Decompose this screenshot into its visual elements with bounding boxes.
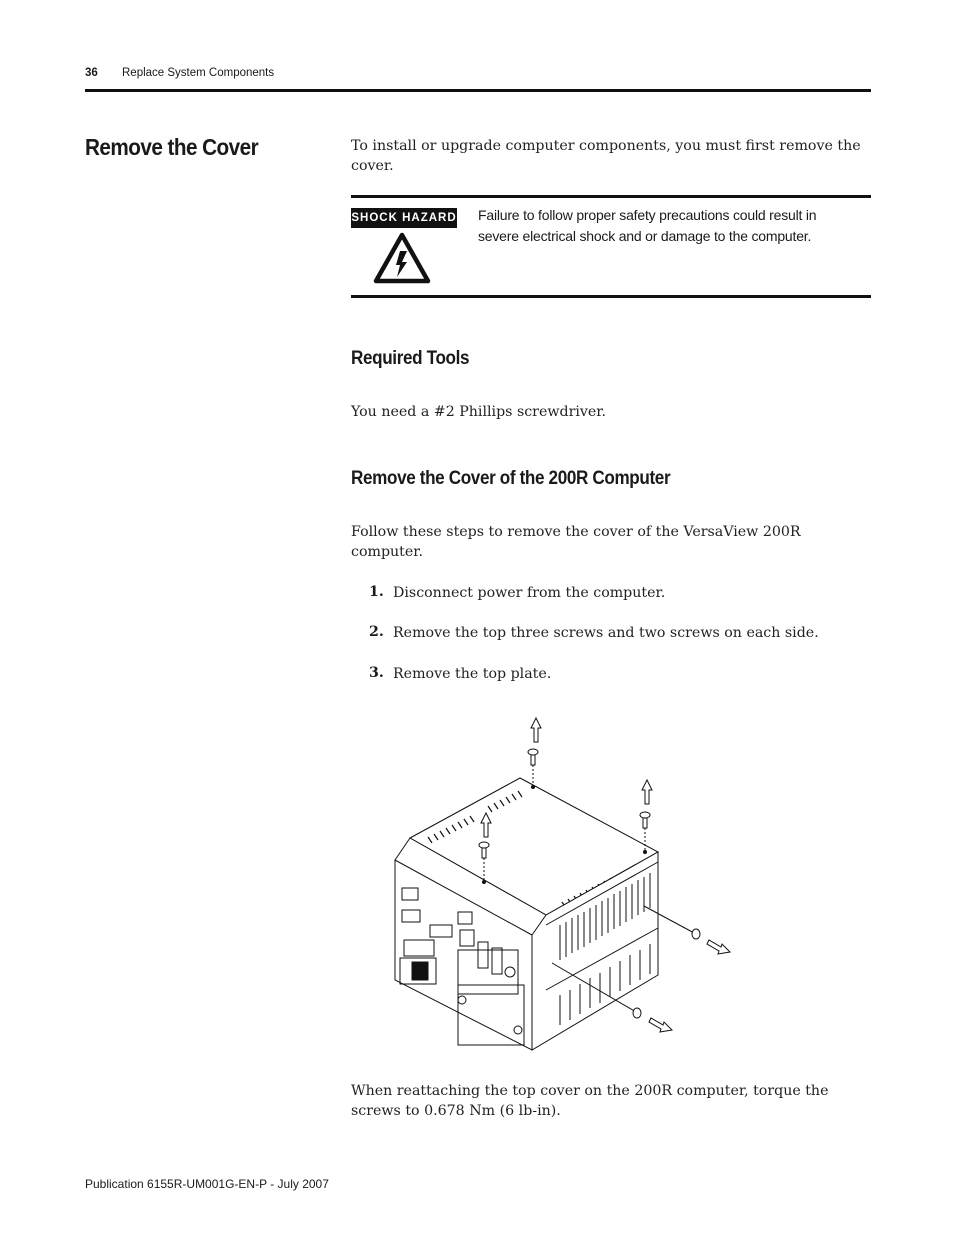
step-text: Remove the top three screws and two screws on each side. xyxy=(393,625,819,641)
step-item xyxy=(369,583,384,601)
required-tools-heading: Required Tools xyxy=(351,348,470,369)
required-tools-text: You need a #2 Phillips screwdriver. xyxy=(351,404,607,420)
step-number: 3. xyxy=(369,665,384,681)
page-number: 36 xyxy=(85,67,98,79)
warning-text: Failure to follow proper safety precautions could result in severe electrical shock and or damage to the computer. xyxy=(478,207,817,244)
step-number: 2. xyxy=(369,624,384,640)
intro-paragraph: To install or upgrade computer components, you must first remove the cover. xyxy=(351,138,861,174)
warning-top-rule xyxy=(351,195,871,198)
torque-note-paragraph: When reattaching the top cover on the 200R computer, torque the screws to 0.678 Nm (6 lb-in). xyxy=(351,1083,829,1119)
shock-hazard-label: SHOCK HAZARD xyxy=(351,208,457,228)
step-text: Remove the top plate. xyxy=(393,666,552,682)
step-text: Disconnect power from the computer. xyxy=(393,585,666,601)
footer-publication: Publication 6155R-UM001G-EN-P - July 2007 xyxy=(85,1177,329,1191)
electric-shock-warning-icon xyxy=(372,231,432,285)
step-number: 1. xyxy=(369,584,384,600)
remove-200r-intro: Follow these steps to remove the cover of the VersaView 200R computer. xyxy=(351,524,801,560)
remove-200r-heading: Remove the Cover of the 200R Computer xyxy=(351,468,671,489)
step-item xyxy=(369,623,384,641)
warning-bottom-rule xyxy=(351,295,871,298)
header-rule xyxy=(85,89,871,92)
section-heading: Remove the Cover xyxy=(85,134,259,160)
step-item xyxy=(369,664,384,682)
computer-cover-removal-illustration xyxy=(385,710,735,1060)
running-header-section: Replace System Components xyxy=(122,67,275,79)
